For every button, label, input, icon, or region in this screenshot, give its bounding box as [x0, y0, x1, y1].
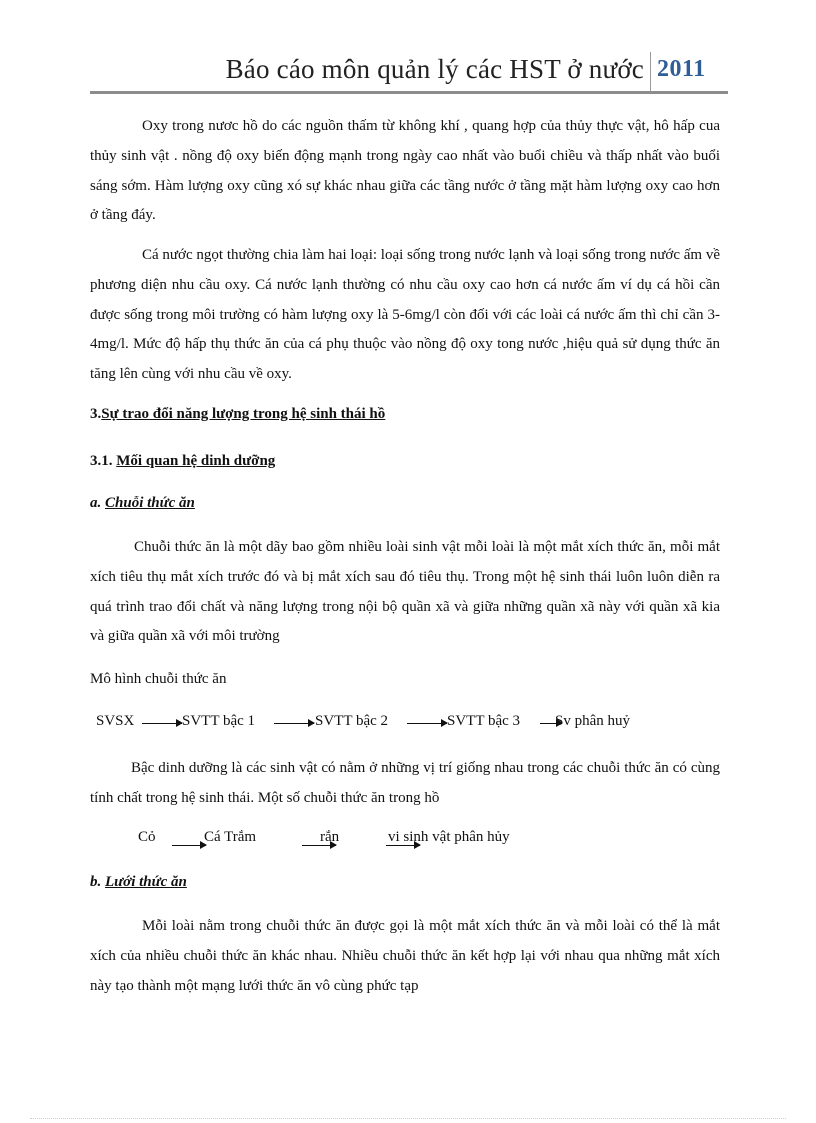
chain-node: Cỏ [138, 829, 156, 845]
chain-node: SVTT bậc 1 [182, 713, 256, 729]
heading-food-web [90, 874, 187, 891]
chain-node: SVTT bậc 2 [315, 713, 389, 729]
header-title: Báo cáo môn quản lý các HST ở nước [225, 54, 644, 84]
heading-section-3 [90, 406, 385, 423]
paragraph-trophic-level: Bậc dinh dưỡng là các sinh vật có nằm ở những vị trí giống nhau trong các chuỗi thức ăn có cùng tính chất trong hệ sinh thái. Một số chuỗi thức ăn trong hồ [90, 760, 720, 806]
chain-node: Cá Trắm [204, 829, 257, 845]
header-separator [650, 52, 651, 92]
heading-food-chain-text: Chuỗi thức ăn [105, 495, 195, 511]
heading-food-web-number: b. [90, 874, 102, 890]
lake-food-chain [138, 829, 558, 851]
chain-node: SVSX [96, 713, 135, 729]
arrow-icon [142, 723, 182, 724]
heading-section-3-1 [90, 453, 275, 470]
paragraph-food-web: Mỗi loài nằm trong chuỗi thức ăn được gọi là một mắt xích thức ăn và mỗi loài có thể là mắt xích của nhiều chuỗi thức ăn khác nhau. Nhiều chuỗi thức ăn kết hợp lại với nhau qua những mắt xích này tạo thành một mạng lưới thức ăn vô cùng phức tạp [90, 918, 720, 994]
chain-node: rắn [320, 829, 340, 845]
paragraph-food-chain: Chuỗi thức ăn là một dãy bao gồm nhiều loài sinh vật mỗi loài là một mắt xích thức ăn, mỗi mắt xích tiêu thụ mắt xích trước đó và bị mắt xích sau đó tiêu thụ. Trong một hệ sinh thái luôn luôn diễn ra quá trình trao đổi chất và năng lượng trong nội bộ quần xã và giữa những quần xã này với quần xã kia và giữa quần xã với môi trường [90, 539, 720, 645]
chain-node: SVTT bậc 3 [447, 713, 521, 729]
chain-node: Sv phân huỷ [555, 713, 630, 729]
page-header [90, 52, 728, 92]
heading-section-3-1-text: Mối quan hệ dinh dưỡng [116, 453, 276, 469]
food-chain-model [96, 713, 656, 735]
heading-section-3-1-number: 3.1. [90, 453, 113, 469]
heading-food-web-text: Lưới thức ăn [105, 874, 187, 890]
heading-food-chain [90, 495, 195, 512]
paragraph-fish-oxygen: Cá nước ngọt thường chia làm hai loại: loại sống trong nước lạnh và loại sống trong nước ấm về phương diện nhu cầu oxy. Cá nước lạnh thường có nhu cầu oxy cao hơn cá nước ấm ví dụ cá hồi cần được sống trong môi trường có hàm lượng oxy là 5-6mg/l còn đối với các loài cá nước ấm thì chỉ cần 3-4mg/l. Mức độ hấp thụ thức ăn của cá phụ thuộc vào nồng độ oxy tong nước ,hiệu quả sử dụng thức ăn tăng lên cùng với nhu cầu về oxy. [90, 247, 720, 383]
arrow-icon [172, 845, 206, 846]
chain-node: vi sinh vật phân hủy [388, 829, 510, 845]
header-rule [90, 91, 728, 94]
model-label: Mô hình chuỗi thức ăn [90, 671, 227, 687]
arrow-icon [274, 723, 314, 724]
paragraph-oxygen: Oxy trong nươc hồ do các nguồn thấm từ không khí , quang hợp của thủy thực vật, hô hấp cua thủy sinh vật . nồng độ oxy biến động mạnh trong ngày cao nhất vào buổi chiều và thấp nhất vào buổi sáng sớm. Hàm lượng oxy cũng xó sự khác nhau giữa các tầng nước ở tầng mặt hàm lượng oxy cao hơn ở tầng đáy. [90, 118, 720, 224]
heading-food-chain-number: a. [90, 495, 102, 511]
footer-divider [30, 1118, 786, 1119]
arrow-icon [407, 723, 447, 724]
header-year: 2011 [657, 56, 706, 82]
heading-section-3-number: 3. [90, 406, 102, 422]
heading-section-3-text: Sự trao đổi năng lượng trong hệ sinh thái hồ [101, 406, 386, 422]
